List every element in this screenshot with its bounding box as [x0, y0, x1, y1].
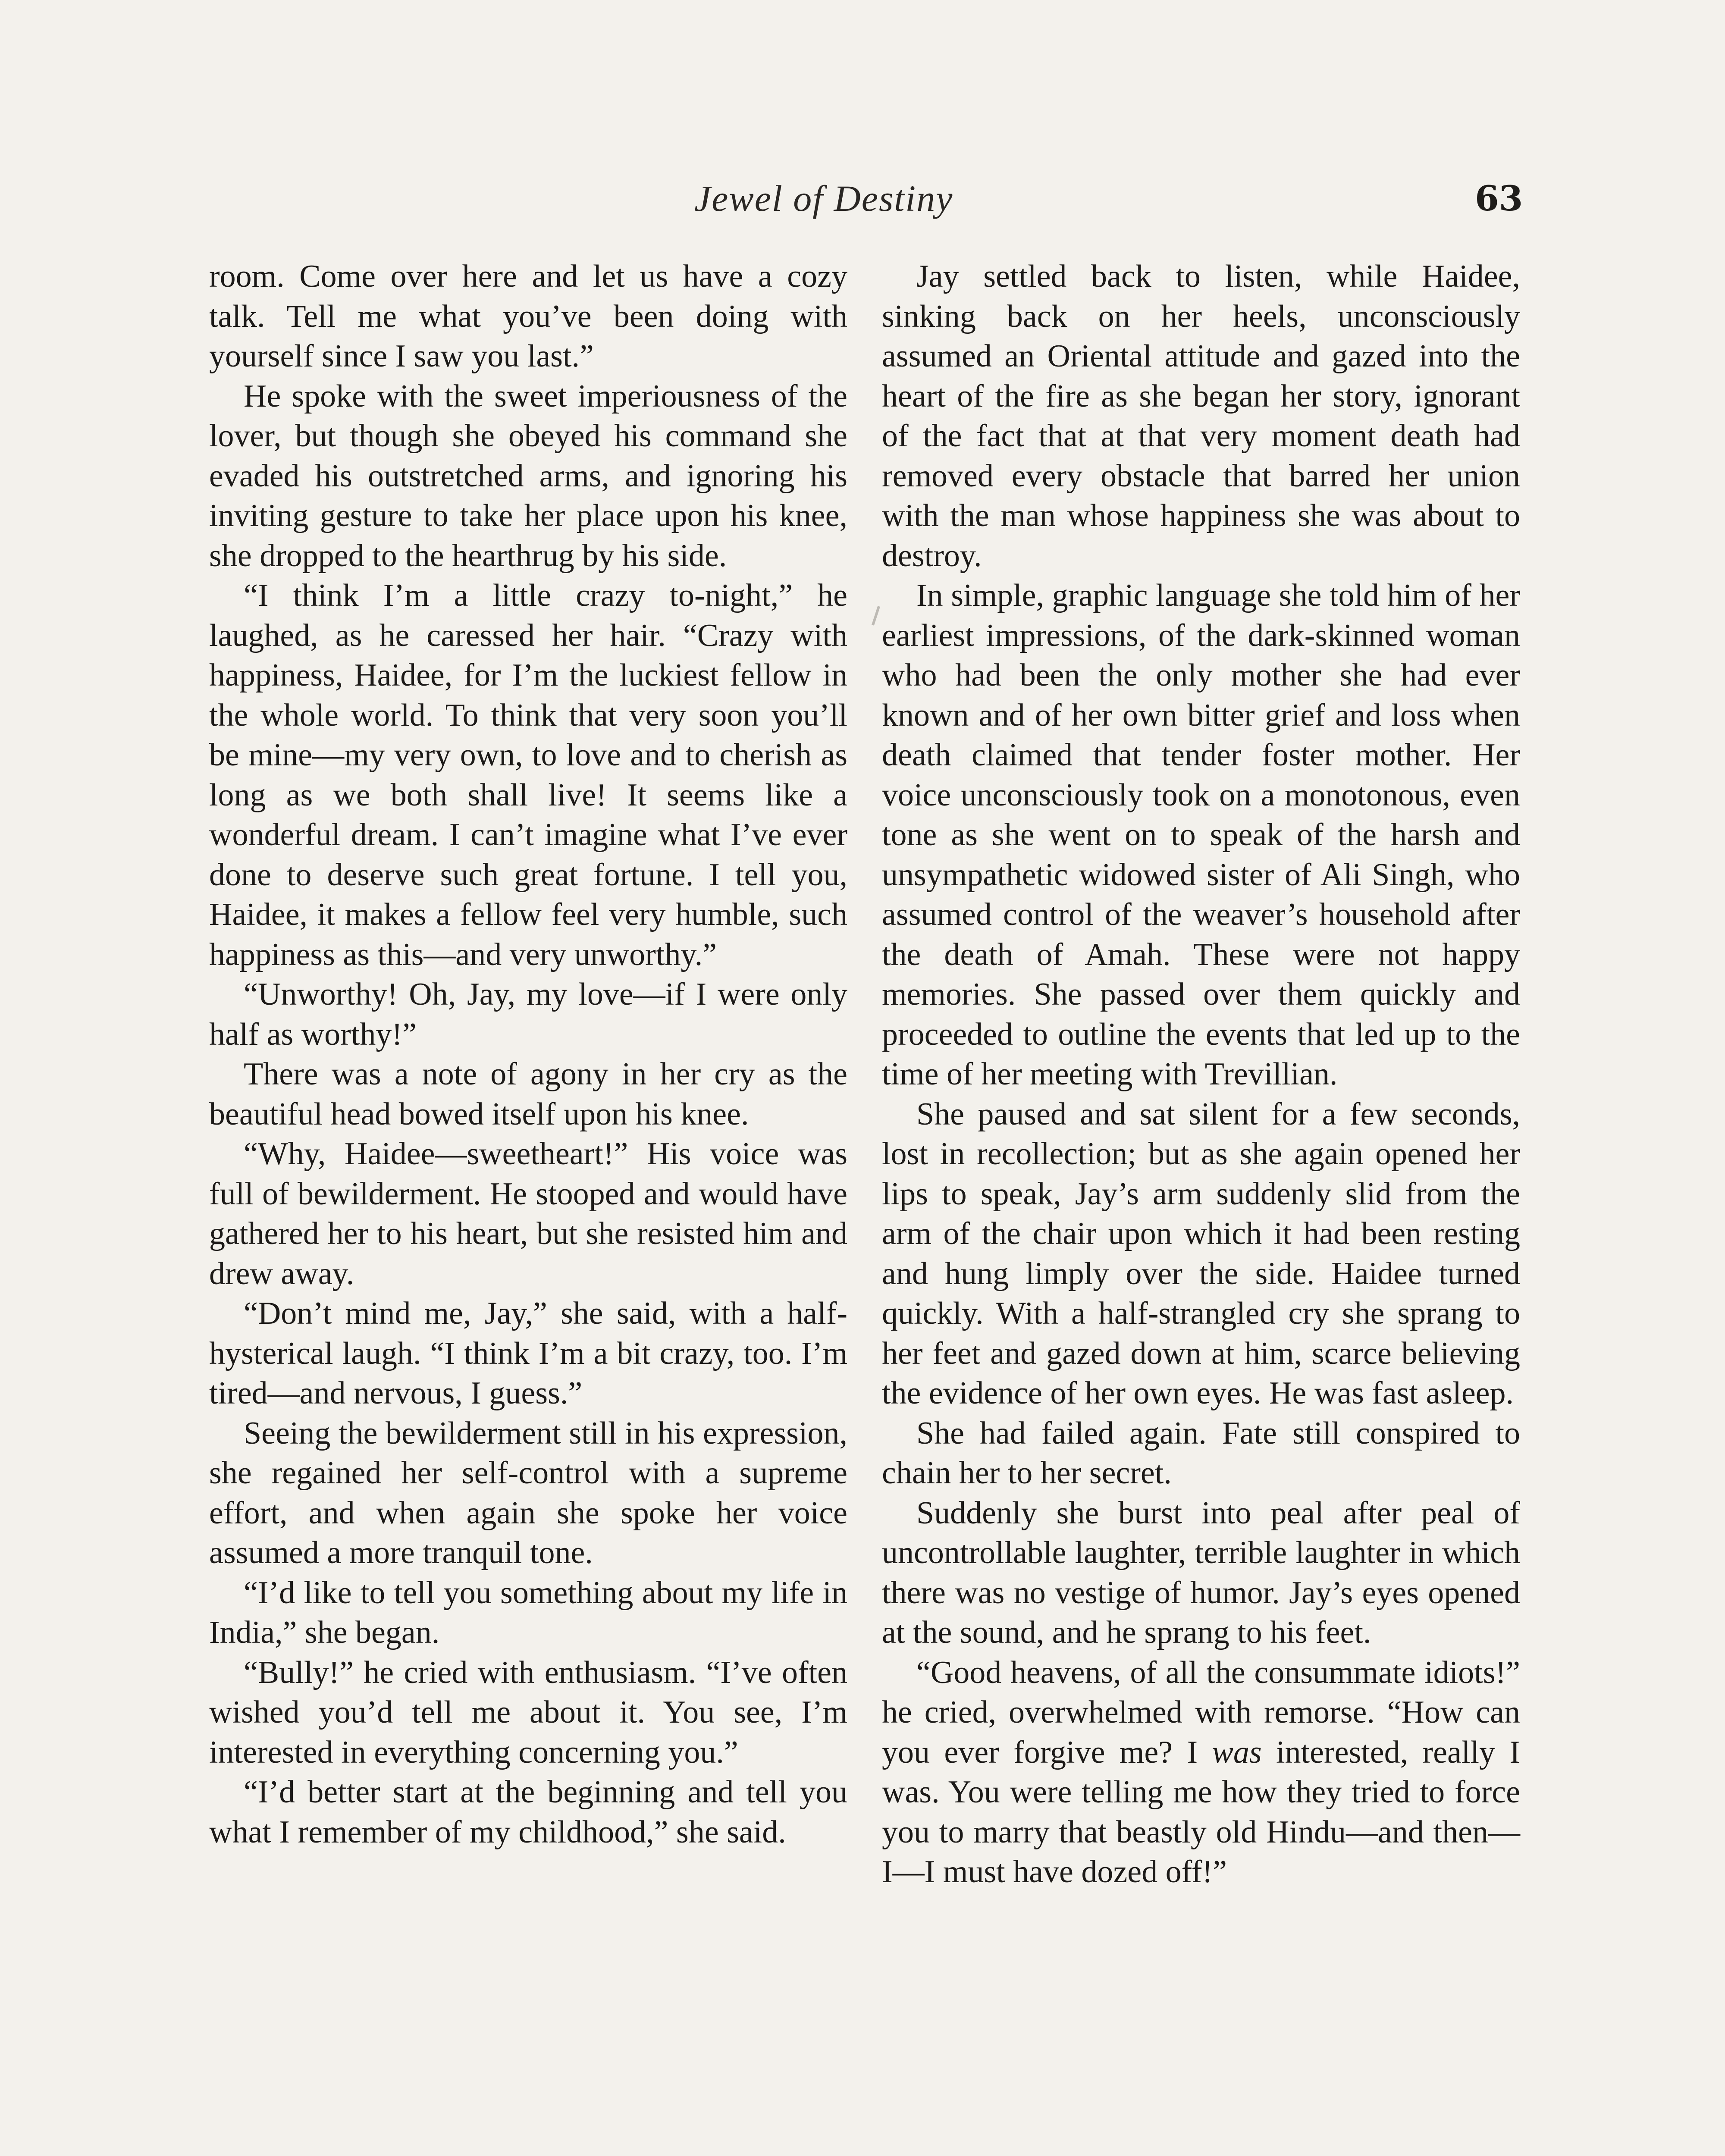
paragraph: There was a note of agony in her cry as the beautiful head bowed itself upon his knee. — [209, 1056, 847, 1132]
paragraph: “I’d better start at the beginning and tell you what I remember of my childhood,” she said. — [209, 1774, 847, 1850]
paragraph: In simple, graphic language she told him of her earliest impressions, of the dark-skinned woman who had been the only mother she had ever known and of her own bitter grief and loss when death claimed that tender foster mother. Her voice unconsciously took on a monotonous, even tone as she went on to speak of the harsh and unsympathetic widowed sister of Ali Singh, who assumed control of the weaver’s household after the death of Amah. These were not happy memories. She passed over them quickly and proceeded to outline the events that led up to the time of her meeting with Trevillian. — [882, 578, 1520, 1092]
paragraph-text: interested, really I was. You were telling me how they tried to force you to marry that beastly old Hindu—and then—I—I must have dozed off!” — [882, 1734, 1521, 1890]
paragraph: room. Come over here and let us have a cozy talk. Tell me what you’ve been doing with yourself since I saw you last.” — [209, 259, 847, 374]
page-header — [0, 172, 1725, 233]
paragraph — [882, 1653, 1520, 1892]
paragraph: “Don’t mind me, Jay,” she said, with a half-hysterical laugh. “I think I’m a bit crazy, too. I’m tired—and nervous, I guess.” — [209, 1296, 847, 1411]
paragraph: She paused and sat silent for a few seconds, lost in recollection; but as she again opened her lips to speak, Jay’s arm suddenly slid from the arm of the chair upon which it had been resting and hung limply over the side. Haidee turned quickly. With a half-strangled cry she sprang to her feet and gazed down at him, scarce believing the evidence of her own eyes. He was fast asleep. — [882, 1096, 1520, 1411]
pencil-mark — [872, 606, 880, 626]
paragraph: “Unworthy! Oh, Jay, my love—if I were only half as worthy!” — [209, 977, 847, 1052]
paragraph: “Bully!” he cried with enthusiasm. “I’ve often wished you’d tell me about it. You see, I’m interested in everything concerning you.” — [209, 1655, 847, 1770]
paragraph: She had failed again. Fate still conspired to chain her to her secret. — [882, 1415, 1520, 1491]
paragraph: Seeing the bewilderment still in his expression, she regained her self-control with a supreme effort, and when again she spoke her voice assumed a more tranquil tone. — [209, 1415, 847, 1570]
paragraph: “I’d like to tell you something about my life in India,” she began. — [209, 1575, 847, 1650]
page-number: 63 — [1475, 178, 1523, 219]
emphasized-word: was — [1212, 1734, 1262, 1770]
paragraph: Jay settled back to listen, while Haidee, sinking back on her heels, unconsciously assumed an Oriental attitude and gazed into the heart of the fire as she began her story, ignorant of the fact that at that very moment death had removed every obstacle that barred her union with the man whose happiness she was about to destroy. — [882, 259, 1520, 573]
right-column — [882, 257, 1520, 1892]
paragraph: “Why, Haidee—sweetheart!” His voice was full of bewilderment. He stooped and would have gathered her to his heart, but she resisted him and drew away. — [209, 1136, 847, 1291]
paragraph-text: “Good heavens, of all the consummate idiots!” he cried, overwhelmed with remorse. “How can you ever forgive me? I — [882, 1655, 1520, 1770]
paragraph: He spoke with the sweet imperiousness of the lover, but though she obeyed his command she evaded his outstretched arms, and ignoring his inviting gesture to take her place upon his knee, she dropped to the hearthrug by his side. — [209, 378, 847, 573]
left-column — [209, 257, 847, 1852]
paragraph: Suddenly she burst into peal after peal of uncontrollable laughter, terrible laughter in which there was no vestige of humor. Jay’s eyes opened at the sound, and he sprang to his feet. — [882, 1495, 1520, 1650]
paragraph: “I think I’m a little crazy to-night,” he laughed, as he caressed her hair. “Crazy with happiness, Haidee, for I’m the luckiest fellow in the whole world. To think that very soon you’ll be mine—my very own, to love and to cherish as long as we both shall live! It seems like a wonderful dream. I can’t imagine what I’ve ever done to deserve such great fortune. I tell you, Haidee, it makes a fellow feel very humble, such happiness as this—and very unworthy.” — [209, 578, 847, 972]
running-title: Jewel of Destiny — [694, 178, 953, 219]
